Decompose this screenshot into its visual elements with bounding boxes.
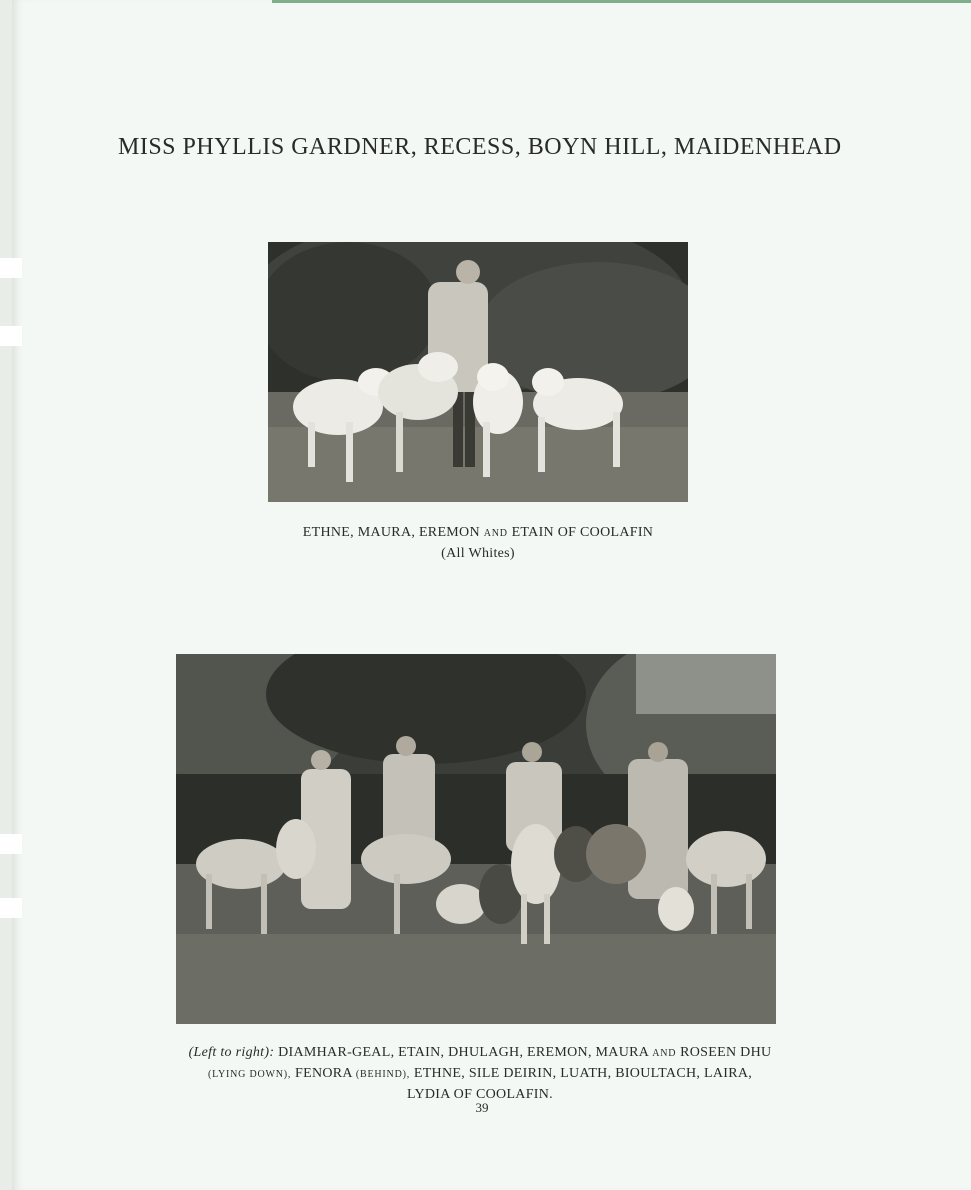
binding-hole <box>0 258 22 278</box>
binding-hole <box>0 326 22 346</box>
page-top-edge <box>272 0 971 3</box>
photo1-caption-line1 <box>268 523 688 544</box>
caption-text: ETHNE, MAURA, EREMON <box>302 525 480 540</box>
caption-text: ROSEEN DHU <box>680 1045 772 1060</box>
photo-white-wolfhounds <box>268 242 688 502</box>
binding-hole <box>0 898 22 918</box>
photo2-caption-line2 <box>150 1064 810 1085</box>
binding-hole <box>0 834 22 854</box>
caption-prefix: (Left to right): <box>188 1045 275 1060</box>
photo2-caption <box>150 1043 810 1105</box>
page-title: MISS PHYLLIS GARDNER, RECESS, BOYN HILL, MAIDENHEAD <box>118 134 842 160</box>
caption-note: (BEHIND), <box>355 1069 411 1080</box>
caption-text: ETHNE, SILE DEIRIN, LUATH, BIOULTACH, LAIRA, <box>413 1066 753 1081</box>
page-number: 39 <box>475 1100 489 1115</box>
photo-group-wolfhounds <box>176 654 776 1024</box>
photo2-caption-line3: LYDIA OF COOLAFIN. <box>407 1087 553 1102</box>
caption-conjunction: AND <box>483 528 508 539</box>
caption-conjunction: AND <box>652 1048 677 1059</box>
caption-text: DIAMHAR-GEAL, ETAIN, DHULAGH, EREMON, MAURA <box>278 1045 649 1060</box>
caption-text: ETAIN OF COOLAFIN <box>511 525 654 540</box>
photo2-caption-line1 <box>150 1043 810 1064</box>
caption-note: (LYING DOWN), <box>207 1069 292 1080</box>
caption-text: FENORA <box>295 1066 353 1081</box>
photo1-caption-line2: (All Whites) <box>441 546 515 561</box>
photo1-caption <box>268 523 688 564</box>
